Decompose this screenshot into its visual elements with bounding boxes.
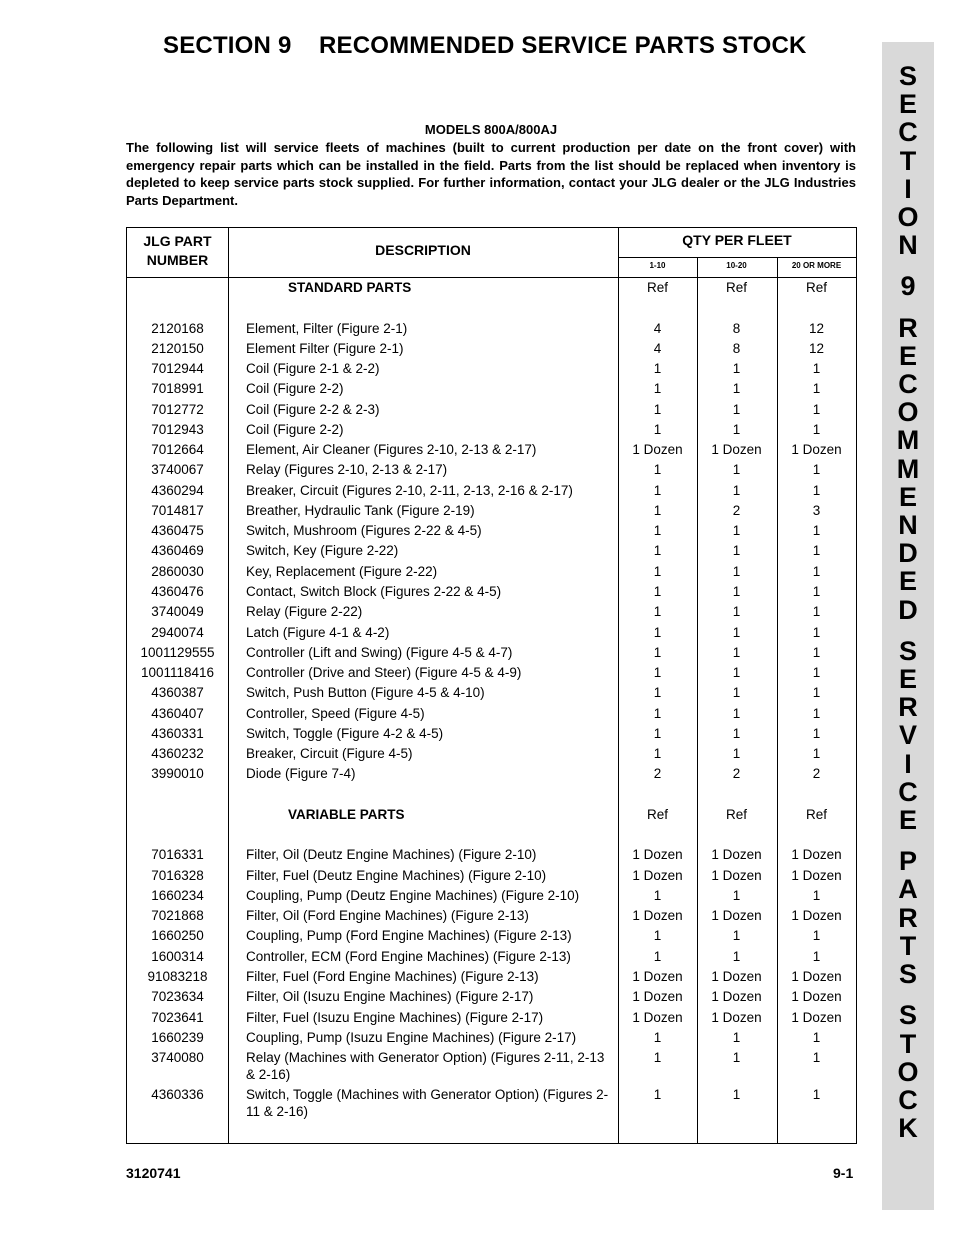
qty-cell: 1	[732, 665, 741, 680]
description-cell: Relay (Machines with Generator Option) (Figures 2-11, 2-13 & 2-16)	[246, 1050, 605, 1082]
side-tab-letter: E	[898, 340, 917, 371]
qty-cell: 1	[732, 584, 741, 599]
qty-cell: 1	[732, 564, 741, 579]
qty-cell: 1	[732, 381, 741, 396]
qty-cell: 1	[653, 928, 662, 943]
qty-cell: 2	[732, 766, 741, 781]
qty-cell: 1 Dozen	[711, 1010, 762, 1025]
qty-cell: 1	[812, 726, 821, 741]
description-cell: Coil (Figure 2-1 & 2-2)	[246, 361, 380, 376]
part-number-cell: 7016328	[151, 868, 204, 883]
qty-cell: 2	[653, 766, 662, 781]
description-cell: Coupling, Pump (Isuzu Engine Machines) (Figure 2-17)	[246, 1030, 577, 1045]
qty-cell: 1	[732, 1050, 741, 1065]
description-cell: Latch (Figure 4-1 & 4-2)	[246, 625, 390, 640]
intro-paragraph: The following list will service fleets of machines (built to current production per date on the front cover) with emergency repair parts which can be installed in the field. Parts from the list should be replaced when inventory is depleted to keep service parts stock supplied. For further information, contact your JLG dealer or the JLG Industries Parts Department.	[126, 140, 856, 208]
models-heading: MODELS 800A/800AJ	[424, 122, 558, 137]
qty-cell: 1 Dozen	[632, 969, 683, 984]
part-number-cell: 3740067	[151, 462, 204, 477]
qty-cell: 1	[812, 1030, 821, 1045]
part-number-cell: 4360407	[151, 706, 204, 721]
qty-cell: 1	[653, 564, 662, 579]
qty-cell: 4	[653, 321, 662, 336]
side-tab-letter: I	[904, 748, 912, 779]
qty-cell: 1	[812, 625, 821, 640]
section-heading-cell: STANDARD PARTS	[288, 280, 412, 295]
part-number-cell: 2120150	[151, 341, 204, 356]
parts-table	[126, 227, 857, 1144]
part-number-cell: 7023634	[151, 989, 204, 1004]
qty-cell: 1 Dozen	[632, 908, 683, 923]
part-number-cell: 4360387	[151, 685, 204, 700]
qty-cell: 1 Dozen	[791, 847, 842, 862]
qty-cell: 1	[653, 402, 662, 417]
side-tab-letter: C	[898, 776, 918, 807]
side-tab-letter: O	[897, 397, 919, 428]
qty-cell: Ref	[646, 280, 668, 295]
part-number-cell: 7016331	[151, 847, 204, 862]
qty-cell: 1	[812, 928, 821, 943]
column-divider	[228, 228, 229, 1143]
qty-cell: 4	[653, 341, 662, 356]
side-tab-letter: D	[898, 594, 918, 625]
description-cell: Element Filter (Figure 2-1)	[246, 341, 404, 356]
section-heading-cell: VARIABLE PARTS	[288, 807, 405, 822]
part-number-cell: 4360469	[151, 543, 204, 558]
side-tab-letter: T	[899, 145, 917, 176]
qty-cell: 1 Dozen	[632, 847, 683, 862]
qty-cell: Ref	[725, 280, 747, 295]
qty-cell: 1	[732, 645, 741, 660]
qty-cell: 1	[732, 483, 741, 498]
qty-cell: 1 Dozen	[632, 1010, 683, 1025]
qty-cell: 1	[812, 402, 821, 417]
header-description: DESCRIPTION	[375, 242, 471, 258]
qty-cell: 1 Dozen	[791, 442, 842, 457]
qty-cell: 1	[732, 523, 741, 538]
side-tab-letter: E	[898, 89, 917, 120]
description-cell: Switch, Push Button (Figure 4-5 & 4-10)	[246, 685, 485, 700]
qty-cell: 1	[732, 746, 741, 761]
description-cell: Switch, Key (Figure 2-22)	[246, 543, 399, 558]
description-cell: Filter, Fuel (Isuzu Engine Machines) (Figure 2-17)	[246, 1010, 544, 1025]
description-cell: Filter, Oil (Deutz Engine Machines) (Figure 2-10)	[246, 847, 537, 862]
qty-cell: 1	[653, 625, 662, 640]
part-number-cell: 4360336	[151, 1087, 204, 1102]
side-tab-letter: M	[896, 425, 920, 456]
qty-cell: 1	[732, 1030, 741, 1045]
part-number-cell: 2120168	[151, 321, 204, 336]
qty-cell: 1 Dozen	[711, 442, 762, 457]
description-cell: Relay (Figures 2-10, 2-13 & 2-17)	[246, 462, 448, 477]
part-number-cell: 7012944	[151, 361, 204, 376]
qty-cell: 12	[808, 321, 825, 336]
side-tab-letter: S	[898, 635, 917, 666]
part-number-cell: 1660250	[151, 928, 204, 943]
qty-cell: 2	[732, 503, 741, 518]
qty-cell: 1	[653, 361, 662, 376]
qty-cell: 1	[653, 523, 662, 538]
qty-cell: 1	[653, 422, 662, 437]
qty-cell: 1 Dozen	[791, 989, 842, 1004]
qty-cell: 1	[653, 381, 662, 396]
qty-cell: 1	[653, 1050, 662, 1065]
qty-cell: 1	[732, 543, 741, 558]
side-tab-letter: S	[898, 1000, 917, 1031]
qty-cell: Ref	[725, 807, 747, 822]
part-number-cell: 7021868	[151, 908, 204, 923]
qty-cell: 1 Dozen	[791, 908, 842, 923]
side-tab-letter: C	[898, 1084, 918, 1115]
part-number-cell: 91083218	[147, 969, 208, 984]
qty-cell: 1	[653, 888, 662, 903]
qty-cell: 1	[653, 543, 662, 558]
qty-cell: 1	[653, 1087, 662, 1102]
description-cell: Switch, Mushroom (Figures 2-22 & 4-5)	[246, 523, 482, 538]
qty-cell: 1 Dozen	[711, 969, 762, 984]
qty-cell: 8	[732, 341, 741, 356]
qty-cell: 3	[812, 503, 821, 518]
side-tab-letter: E	[898, 664, 917, 695]
description-cell: Coupling, Pump (Ford Engine Machines) (Figure 2-13)	[246, 928, 572, 943]
side-tab-gap	[882, 301, 934, 314]
part-number-cell: 7012664	[151, 442, 204, 457]
qty-cell: 1	[812, 381, 821, 396]
qty-cell: 1	[732, 685, 741, 700]
part-number-cell: 1660234	[151, 888, 204, 903]
qty-cell: 8	[732, 321, 741, 336]
header-divider	[618, 257, 856, 258]
qty-cell: 1	[732, 949, 741, 964]
side-tab-letter: 9	[900, 271, 916, 302]
side-tab-letter: D	[898, 538, 918, 569]
part-number-cell: 4360331	[151, 726, 204, 741]
qty-cell: 1	[653, 685, 662, 700]
side-tab-letter: N	[898, 230, 918, 261]
part-number-cell: 7012943	[151, 422, 204, 437]
part-number-cell: 4360294	[151, 483, 204, 498]
qty-cell: 1	[732, 1087, 741, 1102]
qty-cell: 1	[732, 604, 741, 619]
header-divider	[127, 277, 856, 278]
qty-cell: 1	[812, 564, 821, 579]
qty-cell: 1	[812, 706, 821, 721]
qty-cell: 1	[732, 462, 741, 477]
description-cell: Controller, Speed (Figure 4-5)	[246, 706, 425, 721]
side-tab-letter: A	[898, 874, 918, 905]
part-number-cell: 7018991	[151, 381, 204, 396]
qty-cell: 1 Dozen	[791, 1010, 842, 1025]
header-qty-per-fleet: QTY PER FLEET	[682, 232, 792, 248]
qty-cell: 1	[812, 543, 821, 558]
side-tab-letter: S	[898, 61, 917, 91]
side-tab-letter: V	[898, 720, 917, 751]
side-tab-letters	[882, 62, 934, 1142]
qty-cell: 1	[812, 888, 821, 903]
part-number-cell: 4360232	[151, 746, 204, 761]
side-tab-gap	[882, 624, 934, 637]
description-cell: Coil (Figure 2-2 & 2-3)	[246, 402, 380, 417]
qty-cell: 1 Dozen	[711, 989, 762, 1004]
qty-cell: 1	[812, 746, 821, 761]
part-number-cell: 2940074	[151, 625, 204, 640]
description-cell: Key, Replacement (Figure 2-22)	[246, 564, 438, 579]
qty-cell: 1 Dozen	[632, 868, 683, 883]
side-tab-letter: T	[899, 1028, 917, 1059]
qty-cell: 1	[653, 584, 662, 599]
side-tab-letter: C	[898, 117, 918, 148]
qty-cell: 1	[653, 1030, 662, 1045]
qty-cell: 1 Dozen	[791, 868, 842, 883]
qty-cell: 1 Dozen	[791, 969, 842, 984]
qty-cell: 1	[653, 645, 662, 660]
section-side-tab	[882, 42, 934, 1210]
side-tab-letter: E	[898, 481, 917, 512]
qty-cell: 1	[732, 928, 741, 943]
qty-cell: 1	[653, 503, 662, 518]
qty-cell: 1	[812, 1087, 821, 1102]
page-number: 9-1	[833, 1165, 854, 1181]
qty-cell: 1	[732, 625, 741, 640]
description-cell: Coupling, Pump (Deutz Engine Machines) (Figure 2-10)	[246, 888, 580, 903]
qty-cell: 1	[732, 402, 741, 417]
side-tab-letter: O	[897, 202, 919, 233]
header-qty-10-20: 10-20	[726, 261, 747, 270]
qty-cell: 1	[732, 726, 741, 741]
qty-cell: 1	[653, 604, 662, 619]
qty-cell: 1	[732, 422, 741, 437]
description-cell: Filter, Fuel (Deutz Engine Machines) (Figure 2-10)	[246, 868, 547, 883]
qty-cell: 1 Dozen	[711, 868, 762, 883]
qty-cell: 1	[812, 665, 821, 680]
description-cell: Controller (Drive and Steer) (Figure 4-5 & 4-9)	[246, 665, 522, 680]
part-number-cell: 4360476	[151, 584, 204, 599]
qty-cell: Ref	[646, 807, 668, 822]
qty-cell: 1	[812, 462, 821, 477]
header-qty-1-10: 1-10	[649, 261, 666, 270]
description-cell: Diode (Figure 7-4)	[246, 766, 356, 781]
side-tab-letter: C	[898, 369, 918, 400]
description-cell: Coil (Figure 2-2)	[246, 381, 344, 396]
side-tab-letter: K	[898, 1113, 918, 1144]
side-tab-letter: O	[897, 1056, 919, 1087]
qty-cell: 1	[653, 949, 662, 964]
description-cell: Element, Air Cleaner (Figures 2-10, 2-13 & 2-17)	[246, 442, 537, 457]
description-cell: Filter, Oil (Ford Engine Machines) (Figure 2-13)	[246, 908, 529, 923]
description-cell: Breaker, Circuit (Figure 4-5)	[246, 746, 413, 761]
side-tab-letter: R	[898, 902, 918, 933]
qty-cell: 12	[808, 341, 825, 356]
qty-cell: 1	[812, 483, 821, 498]
part-number-cell: 1001129555	[140, 645, 215, 660]
description-cell: Filter, Fuel (Ford Engine Machines) (Figure 2-13)	[246, 969, 539, 984]
qty-cell: Ref	[805, 807, 827, 822]
document-number: 3120741	[126, 1165, 181, 1181]
description-cell: Controller, ECM (Ford Engine Machines) (Figure 2-13)	[246, 949, 571, 964]
side-tab-letter: R	[898, 692, 918, 723]
qty-cell: 1 Dozen	[632, 989, 683, 1004]
qty-cell: 1	[653, 462, 662, 477]
side-tab-letter: R	[898, 312, 918, 343]
part-number-cell: 7023641	[151, 1010, 204, 1025]
part-number-cell: 3740080	[151, 1050, 204, 1065]
part-number-cell: 7012772	[151, 402, 204, 417]
qty-cell: 1	[653, 746, 662, 761]
qty-cell: 1	[812, 361, 821, 376]
part-number-cell: 1001118416	[140, 665, 215, 680]
part-number-cell: 3990010	[151, 766, 204, 781]
part-number-cell: 3740049	[151, 604, 204, 619]
qty-cell: 1	[812, 523, 821, 538]
part-number-cell: 1660239	[151, 1030, 204, 1045]
qty-cell: 1	[653, 726, 662, 741]
description-cell: Switch, Toggle (Figure 4-2 & 4-5)	[246, 726, 444, 741]
qty-cell: 1	[812, 949, 821, 964]
qty-cell: 1	[653, 483, 662, 498]
qty-cell: 2	[812, 766, 821, 781]
qty-cell: 1	[732, 888, 741, 903]
qty-cell: Ref	[805, 280, 827, 295]
qty-cell: 1	[653, 665, 662, 680]
header-qty-20-or-more: 20 OR MORE	[791, 261, 842, 270]
side-tab-letter: E	[898, 566, 917, 597]
qty-cell: 1 Dozen	[632, 442, 683, 457]
side-tab-letter: M	[896, 453, 920, 484]
qty-cell: 1 Dozen	[711, 847, 762, 862]
qty-cell: 1	[812, 604, 821, 619]
side-tab-letter: I	[904, 173, 912, 204]
description-cell: Filter, Oil (Isuzu Engine Machines) (Figure 2-17)	[246, 989, 534, 1004]
qty-cell: 1	[812, 1050, 821, 1065]
description-cell: Contact, Switch Block (Figures 2-22 & 4-5)	[246, 584, 502, 599]
qty-cell: 1	[653, 706, 662, 721]
side-tab-letter: P	[898, 846, 917, 877]
qty-cell: 1	[812, 645, 821, 660]
side-tab-letter: N	[898, 510, 918, 541]
side-tab-letter: S	[898, 959, 917, 990]
side-tab-letter: E	[898, 805, 917, 836]
description-cell: Relay (Figure 2-22)	[246, 604, 363, 619]
description-cell: Coil (Figure 2-2)	[246, 422, 344, 437]
qty-cell: 1	[812, 584, 821, 599]
qty-cell: 1 Dozen	[711, 908, 762, 923]
part-number-cell: 2860030	[151, 564, 204, 579]
description-cell: Breaker, Circuit (Figures 2-10, 2-11, 2-13, 2-16 & 2-17)	[246, 483, 573, 498]
description-cell: Switch, Toggle (Machines with Generator Option) (Figures 2-11 & 2-16)	[246, 1087, 609, 1119]
part-number-cell: 7014817	[151, 503, 204, 518]
qty-cell: 1	[732, 706, 741, 721]
part-number-cell: 4360475	[151, 523, 204, 538]
qty-cell: 1	[812, 685, 821, 700]
description-cell: Element, Filter (Figure 2-1)	[246, 321, 408, 336]
page-title: SECTION 9 RECOMMENDED SERVICE PARTS STOCK	[163, 32, 807, 59]
description-cell: Controller (Lift and Swing) (Figure 4-5 & 4-7)	[246, 645, 513, 660]
qty-cell: 1	[812, 422, 821, 437]
header-part-number: JLG PART NUMBER	[143, 233, 212, 268]
side-tab-letter: T	[899, 930, 917, 961]
description-cell: Breather, Hydraulic Tank (Figure 2-19)	[246, 503, 475, 518]
part-number-cell: 1600314	[151, 949, 204, 964]
qty-cell: 1	[732, 361, 741, 376]
